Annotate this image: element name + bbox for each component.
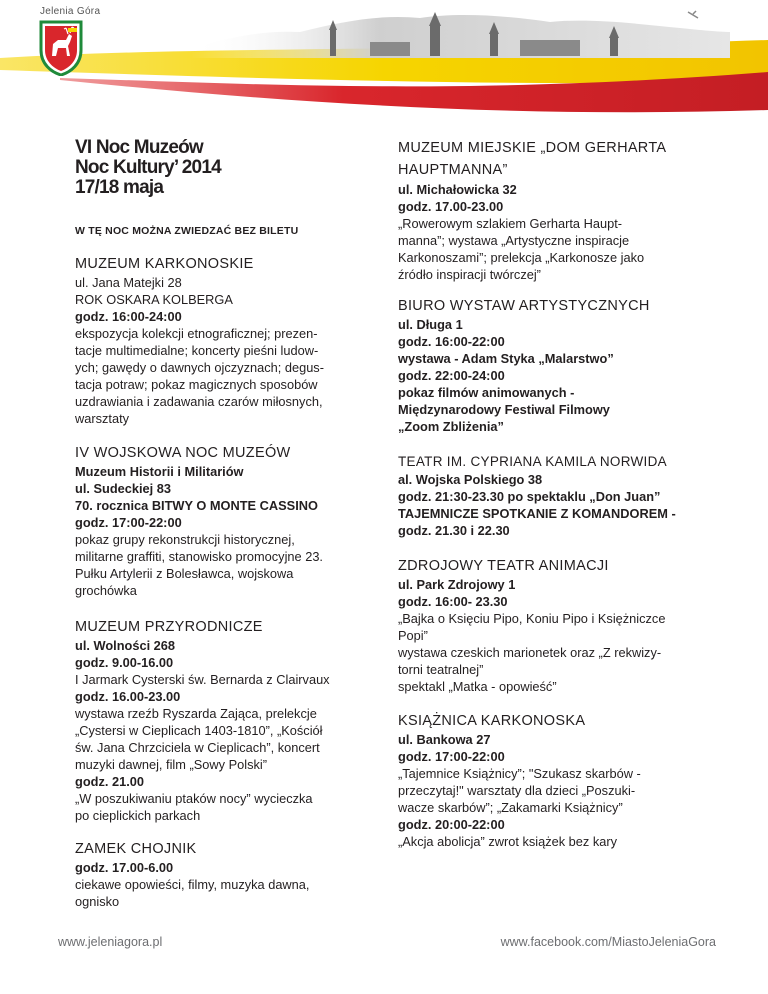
section-line: pokaz filmów animowanych - — [398, 385, 575, 400]
section-ksiaznica — [398, 712, 708, 850]
section-line: godz. 17:00-22:00 — [75, 515, 182, 530]
section-line: godz. 16:00-24:00 — [75, 309, 182, 324]
page-title — [75, 138, 375, 198]
section-line: źródło inspiracji twórczej” — [398, 267, 541, 282]
section-line: ul. Sudeckiej 83 — [75, 481, 172, 496]
section-line: „Rowerowym szlakiem Gerharta Haupt- — [398, 216, 623, 231]
section-line: ciekawe opowieści, filmy, muzyka dawna, — [75, 877, 310, 892]
section-line: manna”; wystawa „Artystyczne inspiracje — [398, 233, 630, 248]
section-line: ekspozycja kolekcji etnograficznej; prezen- — [75, 326, 318, 341]
section-line: godz. 22:00-24:00 — [398, 368, 505, 383]
section-line: Międzynarodowy Festiwal Filmowy — [398, 402, 610, 417]
section-heading: TEATR IM. CYPRIANA KAMILA NORWIDA — [398, 454, 667, 469]
section-line: ROK OSKARA KOLBERGA — [75, 292, 233, 307]
section-line: 70. rocznica BITWY O MONTE CASSINO — [75, 498, 318, 513]
section-line: ych; gawędy o dawnych ojczyznach; degus- — [75, 360, 324, 375]
section-line: godz. 16.00-23.00 — [75, 689, 181, 704]
section-muzeum-karkonoskie — [75, 255, 375, 427]
section-line: Muzeum Historii i Militariów — [75, 464, 244, 479]
section-line: godz. 20:00-22:00 — [398, 817, 505, 832]
section-line: ul. Długa 1 — [398, 317, 463, 332]
section-line: ul. Park Zdrojowy 1 — [398, 577, 516, 592]
section-line: uzdrawiania i zadawania czarów miłosnych, — [75, 394, 323, 409]
section-line: pokaz grupy rekonstrukcji historycznej, — [75, 532, 295, 547]
section-line: ul. Michałowicka 32 — [398, 182, 517, 197]
section-line: ul. Bankowa 27 — [398, 732, 491, 747]
section-wojskowa-noc — [75, 444, 375, 599]
section-line: godz. 21.00 — [75, 774, 144, 789]
title-line-2: Noc Kultury’ 2014 — [75, 157, 221, 178]
section-line: „Cystersi w Cieplicach 1403-1810”, „Kościół — [75, 723, 323, 738]
coat-of-arms-icon — [38, 20, 84, 76]
section-line: godz. 16:00- 23.30 — [398, 594, 508, 609]
section-line: al. Wojska Polskiego 38 — [398, 472, 543, 487]
section-line: wacze skarbów”; „Zakamarki Książnicy” — [398, 800, 623, 815]
section-line: Karkonoszami”; prelekcja „Karkonosze jako — [398, 250, 645, 265]
section-line: militarne graffiti, stanowisko promocyjne 23. — [75, 549, 323, 564]
section-heading: BIURO WYSTAW ARTYSTYCZNYCH — [398, 298, 650, 314]
section-line: spektakl „Matka - opowieść” — [398, 679, 557, 694]
section-dom-hauptmanna — [398, 137, 698, 283]
section-zamek-chojnik — [75, 840, 375, 910]
section-heading: ZAMEK CHOJNIK — [75, 841, 197, 857]
section-line: tacja potraw; pokaz magicznych sposobów — [75, 377, 318, 392]
section-line: godz. 17.00-23.00 — [398, 199, 504, 214]
city-skyline-icon — [190, 8, 730, 58]
section-line: godz. 21:30-23.30 po spektaklu „Don Juan” — [398, 489, 661, 504]
section-muzeum-przyrodnicze — [75, 618, 375, 824]
section-line: godz. 21.30 i 22.30 — [398, 523, 510, 538]
section-line: ul. Wolności 268 — [75, 638, 176, 653]
section-line: „Zoom Zbliżenia” — [398, 419, 504, 434]
section-line: I Jarmark Cysterski św. Bernarda z Clairvaux — [75, 672, 330, 687]
header-banner — [0, 0, 768, 110]
section-line: warsztaty — [75, 411, 130, 426]
section-line: ognisko — [75, 894, 120, 909]
section-line: wystawa - Adam Styka „Malarstwo” — [398, 351, 614, 366]
section-line: Pułku Artylerii z Bolesławca, wojskowa — [75, 566, 294, 581]
section-line: tacje multimedialne; koncerty pieśni ludow- — [75, 343, 319, 358]
section-line: „Tajemnice Książnicy”; "Szukasz skarbów - — [398, 766, 641, 781]
section-teatr-norwida — [398, 452, 718, 539]
section-line: po cieplickich parkach — [75, 808, 201, 823]
section-line: godz. 17:00-22:00 — [398, 749, 505, 764]
section-line: torni teatralnej” — [398, 662, 484, 677]
section-line: TAJEMNICZE SPOTKANIE Z KOMANDOREM - — [398, 506, 676, 521]
section-line: wystawa czeskich marionetek oraz „Z rekwizy- — [398, 645, 662, 660]
section-heading: KSIĄŻNICA KARKONOSKA — [398, 713, 586, 729]
section-line: wystawa rzeźb Ryszarda Zająca, prelekcje — [75, 706, 317, 721]
section-heading: IV WOJSKOWA NOC MUZEÓW — [75, 445, 291, 461]
section-line: „Bajka o Księciu Pipo, Koniu Pipo i Księżniczce — [398, 611, 666, 626]
town-label: Jelenia Góra — [40, 6, 101, 17]
section-heading: ZDROJOWY TEATR ANIMACJI — [398, 558, 609, 574]
section-line: „W poszukiwaniu ptaków nocy” wycieczka — [75, 791, 313, 806]
section-heading: MUZEUM PRZYRODNICZE — [75, 619, 263, 635]
title-line-1: VI Noc Muzeów — [75, 137, 203, 158]
section-line: „Akcja abolicja” zwrot książek bez kary — [398, 834, 618, 849]
section-teatr-animacji — [398, 557, 708, 695]
section-heading: MUZEUM KARKONOSKIE — [75, 256, 254, 272]
facebook-link[interactable]: www.facebook.com/MiastoJeleniaGora — [500, 935, 716, 949]
section-line: Popi” — [398, 628, 428, 643]
section-line: św. Jana Chrzciciela w Cieplicach”, koncert — [75, 740, 320, 755]
section-line: przeczytaj!" warsztaty dla dzieci „Poszuki- — [398, 783, 636, 798]
section-line: grochówka — [75, 583, 137, 598]
section-line: godz. 17.00-6.00 — [75, 860, 174, 875]
section-line: ul. Jana Matejki 28 — [75, 275, 182, 290]
section-heading: MUZEUM MIEJSKIE „DOM GERHARTA HAUPTMANNA” — [398, 140, 666, 178]
section-line: godz. 9.00-16.00 — [75, 655, 174, 670]
website-link[interactable]: www.jeleniagora.pl — [58, 935, 163, 949]
free-entry-note: W TĘ NOC MOŻNA ZWIEDZAĆ BEZ BILETU — [75, 225, 299, 237]
section-line: muzyki dawnej, film „Sowy Polski” — [75, 757, 267, 772]
title-line-3: 17/18 maja — [75, 177, 164, 198]
section-line: godz. 16:00-22:00 — [398, 334, 505, 349]
section-bwa — [398, 297, 698, 435]
